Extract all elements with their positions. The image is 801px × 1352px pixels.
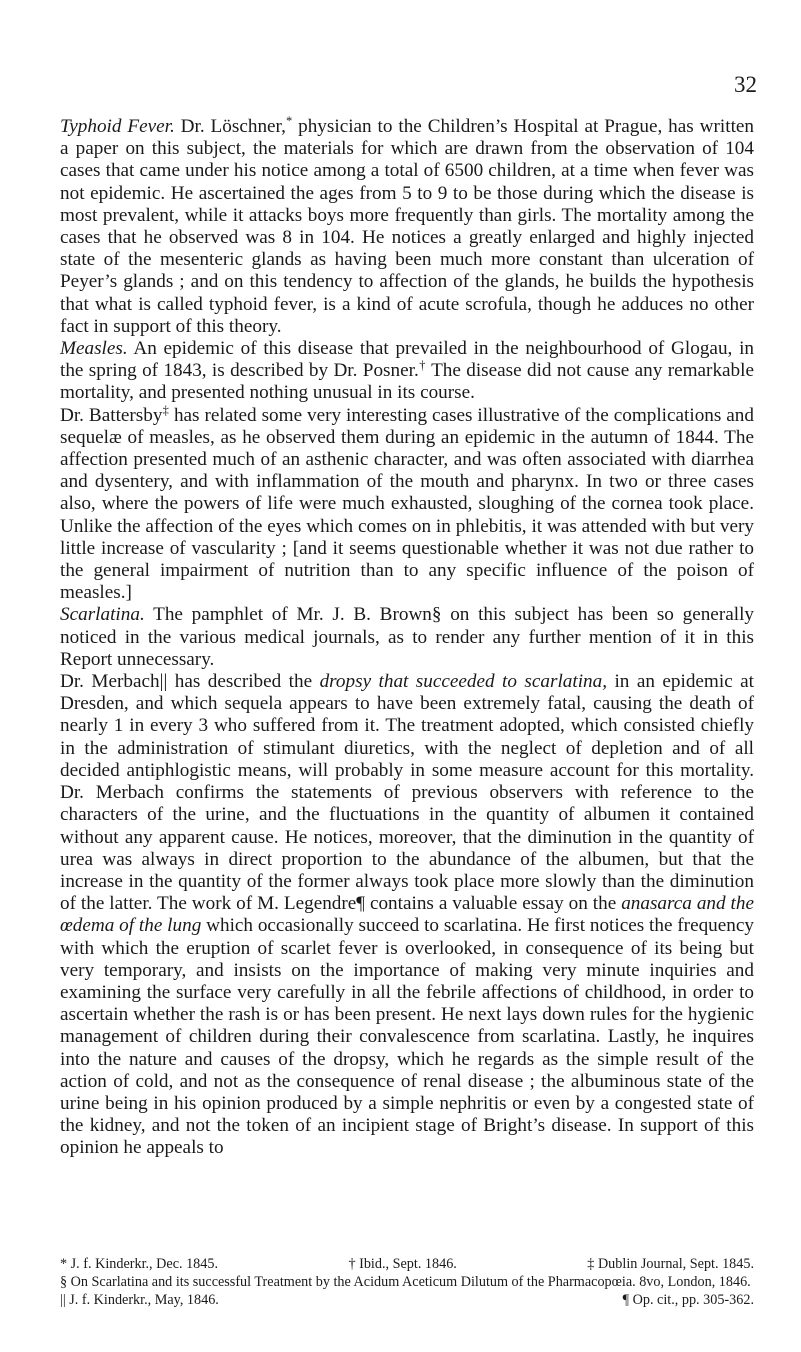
footnote-double-dagger: ‡ Dublin Journal, Sept. 1845.	[587, 1256, 754, 1272]
body-text	[60, 116, 754, 1160]
footnote-dagger: † Ibid., Sept. 1846.	[348, 1256, 457, 1272]
paragraph-battersby: Dr. Battersby‡ has related some very interesting cases illustrative of the complications and sequelæ of measles, as he observed them during an epidemic in the autumn of 1844. The affection presented much of an asthenic character, and was often associated with diarrhea and dysentery, and with inflammation of the mouth and pharynx. In two or three cases also, where the powers of life were much exhausted, sloughing of the cornea took place. Unlike the affection of the eyes which comes on in phlebitis, it was attended with but very little increase of vascularity ; [and it seems questionable whether it was not due rather to the general impairment of nutrition than to any specific influence of the poison of measles.]	[60, 402, 754, 604]
footnote-ref-double-dagger: ‡	[162, 402, 169, 417]
section-heading-measles: Measles.	[60, 338, 128, 360]
paragraph-scarlatina: Scarlatina. The pamphlet of Mr. J. B. Brown§ on this subject has been so generally noticed in the various medical journals, as to render any further mention of it in this Report unnecessary.	[60, 604, 754, 670]
paragraph-measles: Measles. An epidemic of this disease that prevailed in the neighbourhood of Glogau, in the spring of 1843, is described by Dr. Posner.† The disease did not cause any remarkable mortality, and presented nothing unusual in its course.	[60, 338, 754, 404]
footnote-ref-asterisk: *	[285, 114, 293, 129]
footnote-parallel: || J. f. Kinderkr., May, 1846.	[60, 1292, 219, 1308]
footnote-section: § On Scarlatina and its successful Treatment by the Acidum Aceticum Dilutum of the Pharmacopœia. 8vo, London, 1846.	[60, 1274, 751, 1290]
section-heading-scarlatina: Scarlatina.	[60, 604, 145, 626]
emphasis-anasarca: anasarca and the œdema of the lung	[60, 893, 754, 937]
footnotes	[60, 1255, 754, 1309]
footnote-asterisk: * J. f. Kinderkr., Dec. 1845.	[60, 1256, 219, 1272]
paragraph-typhoid-fever: Typhoid Fever. Dr. Löschner,* physician to the Children’s Hospital at Prague, has written a paper on this subject, the materials for which are drawn from the observation of 104 cases that came under his notice among a total of 6500 children, at a time when fever was not epidemic. He ascertained the ages from 5 to 9 to be those during which the disease is most prevalent, while it attacks boys more frequently than girls. The mortality among the cases that he observed was 8 in 104. He notices a greatly enlarged and highly injected state of the mesenteric glands as having been much more constant than ulceration of Peyer’s glands ; and on this tendency to affection of the glands, he builds the hypothesis that what is called typhoid fever, is a kind of acute scrofula, though he adduces no other fact in support of this theory.	[60, 114, 755, 337]
footnote-line-1	[60, 1255, 754, 1273]
page-number: 32	[734, 72, 757, 97]
footnote-line-3	[60, 1291, 754, 1309]
footnote-pilcrow: ¶ Op. cit., pp. 305-362.	[622, 1292, 754, 1308]
footnote-ref-dagger: †	[418, 358, 427, 373]
emphasis-dropsy: dropsy that succeeded to scarlatina,	[319, 671, 608, 693]
section-heading-typhoid-fever: Typhoid Fever.	[60, 116, 175, 137]
paragraph-merbach: Dr. Merbach|| has described the dropsy that succeeded to scarlatina, in an epidemic at Dresden, and which sequela appears to have been extremely fatal, causing the death of nearly 1 in every 3 who suffered from it. The treatment adopted, which consisted chiefly in the administration of stimulant diuretics, with the neglect of depletion and of all decided antiphlogistic means, will probably in some measure account for this mortality. Dr. Merbach confirms the statements of previous observers with reference to the characters of the urine, and the fluctuations in the quantity of albumen it contained without any apparent cause. He notices, moreover, that the diminution in the quantity of urea was always in direct proportion to the abundance of the albumen, but that the increase in the quantity of the former always took place more slowly than the diminution of the latter. The work of M. Legendre¶ contains a valuable essay on the anasarca and the œdema of the lung which occasionally succeed to scarlatina. He first notices the frequency with which the eruption of scarlet fever is overlooked, in consequence of its being but very temporary, and insists on the importance of making very minute inquiries and examining the surface very carefully in all the febrile affections of childhood, in order to ascertain whether the rash is or has been present. He next lays down rules for the hygienic management of children during their convalescence from scarlatina. Lastly, he inquires into the nature and causes of the dropsy, which he regards as the simple result of the action of cold, and not as the consequence of renal disease ; the albuminous state of the urine being in his opinion produced by a simple nephritis or even by a congested state of the kidney, and not the token of an incipient stage of Bright’s disease. In support of this opinion he appeals to	[60, 671, 754, 1159]
